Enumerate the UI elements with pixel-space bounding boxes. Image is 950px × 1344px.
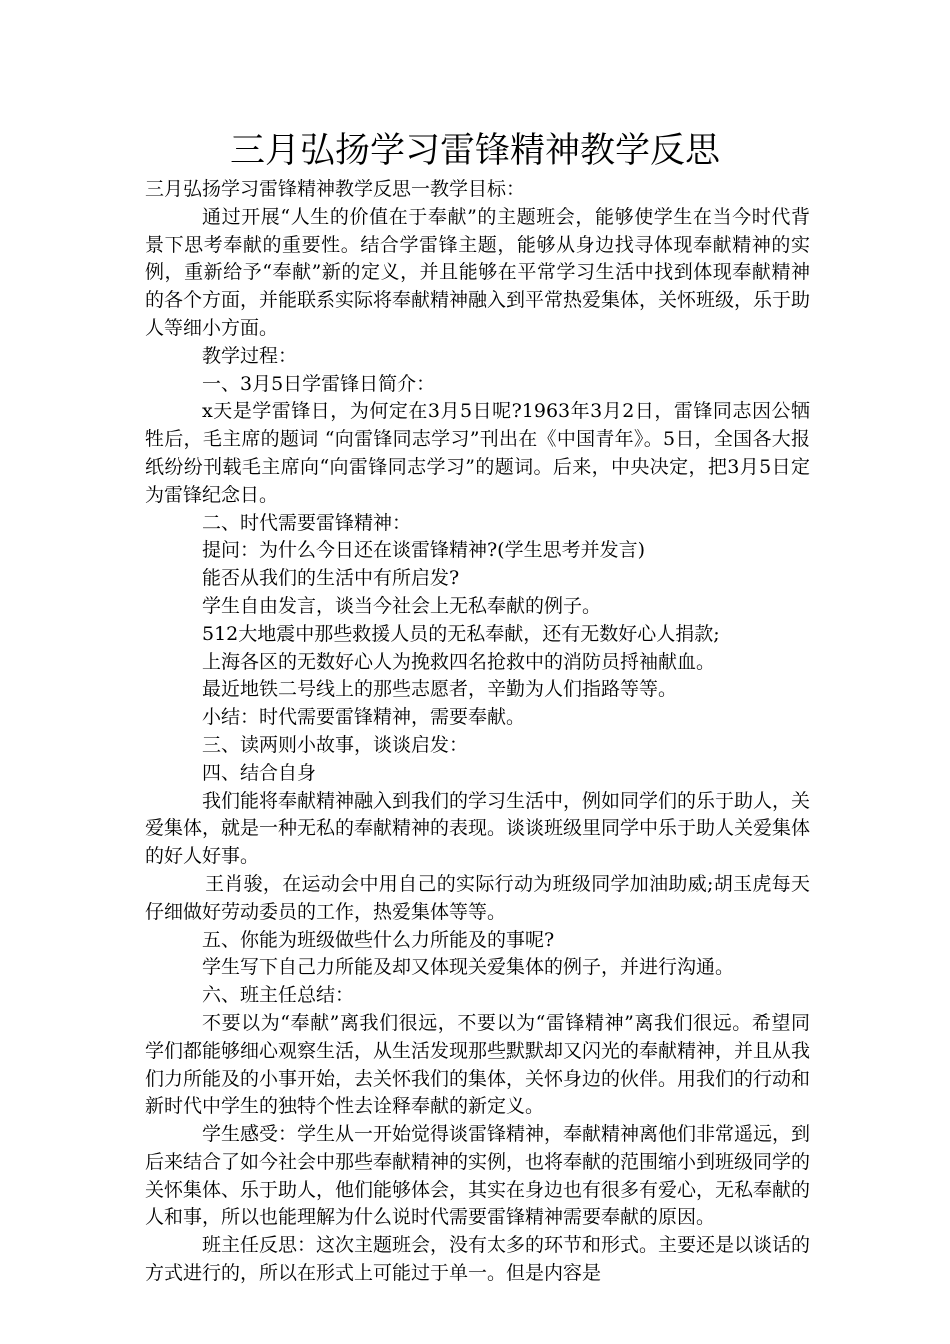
paragraph: 一、3月5日学雷锋日简介： — [202, 372, 436, 395]
paragraph: 五、你能为班级做些什么力所能及的事呢? — [202, 928, 555, 951]
paragraph: 小结：时代需要雷锋精神，需要奉献。 — [202, 706, 526, 729]
paragraph: 512大地震中那些救援人员的无私奉献，还有无数好心人捐款; — [202, 622, 720, 645]
paragraph: 我们能将奉献精神融入到我们的学习生活中，例如同学们的乐于助人，关爱集体，就是一种无私的奉献精神的表现。谈谈班级里同学中乐于助人关爱集体的好人好事。 — [145, 789, 811, 868]
paragraph: 二、时代需要雷锋精神： — [202, 511, 412, 534]
paragraph: 四、结合自身 — [202, 761, 317, 784]
paragraph: x天是学雷锋日，为何定在3月5日呢?1963年3月2日，雷锋同志因公牺牲后，毛主席的题词 “向雷锋同志学习”刊出在《中国青年》。5日，全国各大报纸纷纷刊载毛主席向“向雷锋同志学习”的题词。后来，中央决定，把3月5日定为雷锋纪念日。 — [145, 400, 810, 506]
paragraph: 最近地铁二号线上的那些志愿者，辛勤为人们指路等等。 — [202, 678, 678, 701]
paragraph: 教学过程： — [202, 344, 298, 367]
paragraph: 能否从我们的生活中有所启发? — [202, 567, 460, 590]
paragraph: 上海各区的无数好心人为挽救四名抢救中的消防员捋袖献血。 — [202, 650, 716, 673]
document-body — [145, 176, 810, 1288]
paragraph: 提问：为什么今日还在谈雷锋精神?(学生思考并发言) — [202, 539, 646, 562]
paragraph: 六、班主任总结： — [202, 984, 355, 1007]
paragraph: 学生写下自己力所能及却又体现关爱集体的例子，并进行沟通。 — [202, 956, 735, 979]
paragraph: 学生感受：学生从一开始觉得谈雷锋精神，奉献精神离他们非常遥远，到后来结合了如今社会中那些奉献精神的实例，也将奉献的范围缩小到班级同学的关怀集体、乐于助人，他们能够体会，其实在身边也有很多有爱心，无私奉献的人和事，所以也能理解为什么说时代需要雷锋精神需要奉献的原因。 — [145, 1123, 811, 1229]
paragraph: 不要以为“奉献”离我们很远，不要以为“雷锋精神”离我们很远。希望同学们都能够细心观察生活，从生活发现那些默默却又闪光的奉献精神，并且从我们力所能及的小事开始，去关怀我们的集体，关怀身边的伙伴。用我们的行动和新时代中学生的独特个性去诠释奉献的新定义。 — [145, 1011, 811, 1118]
paragraph: 通过开展“人生的价值在于奉献”的主题班会，能够使学生在当今时代背景下思考奉献的重要性。结合学雷锋主题，能够从身边找寻体现奉献精神的实例，重新给予“奉献”新的定义，并且能够在平常学习生活中找到体现奉献精神的各个方面，并能联系实际将奉献精神融入到平常热爱集体，关怀班级，乐于助人等细小方面。 — [145, 205, 811, 339]
paragraph: 三、读两则小故事，谈谈启发： — [202, 733, 469, 756]
paragraph: 三月弘扬学习雷锋精神教学反思一教学目标： — [145, 178, 526, 200]
document-title: 三月弘扬学习雷锋精神教学反思 — [229, 131, 720, 171]
paragraph: 班主任反思：这次主题班会，没有太多的环节和形式。主要还是以谈话的方式进行的，所以在形式上可能过于单一。但是内容是 — [145, 1234, 811, 1285]
paragraph: 王肖骏，在运动会中用自己的实际行动为班级同学加油助威;胡玉虎每天仔细做好劳动委员的工作，热爱集体等等。 — [145, 872, 810, 923]
paragraph: 学生自由发言，谈当今社会上无私奉献的例子。 — [202, 594, 602, 617]
